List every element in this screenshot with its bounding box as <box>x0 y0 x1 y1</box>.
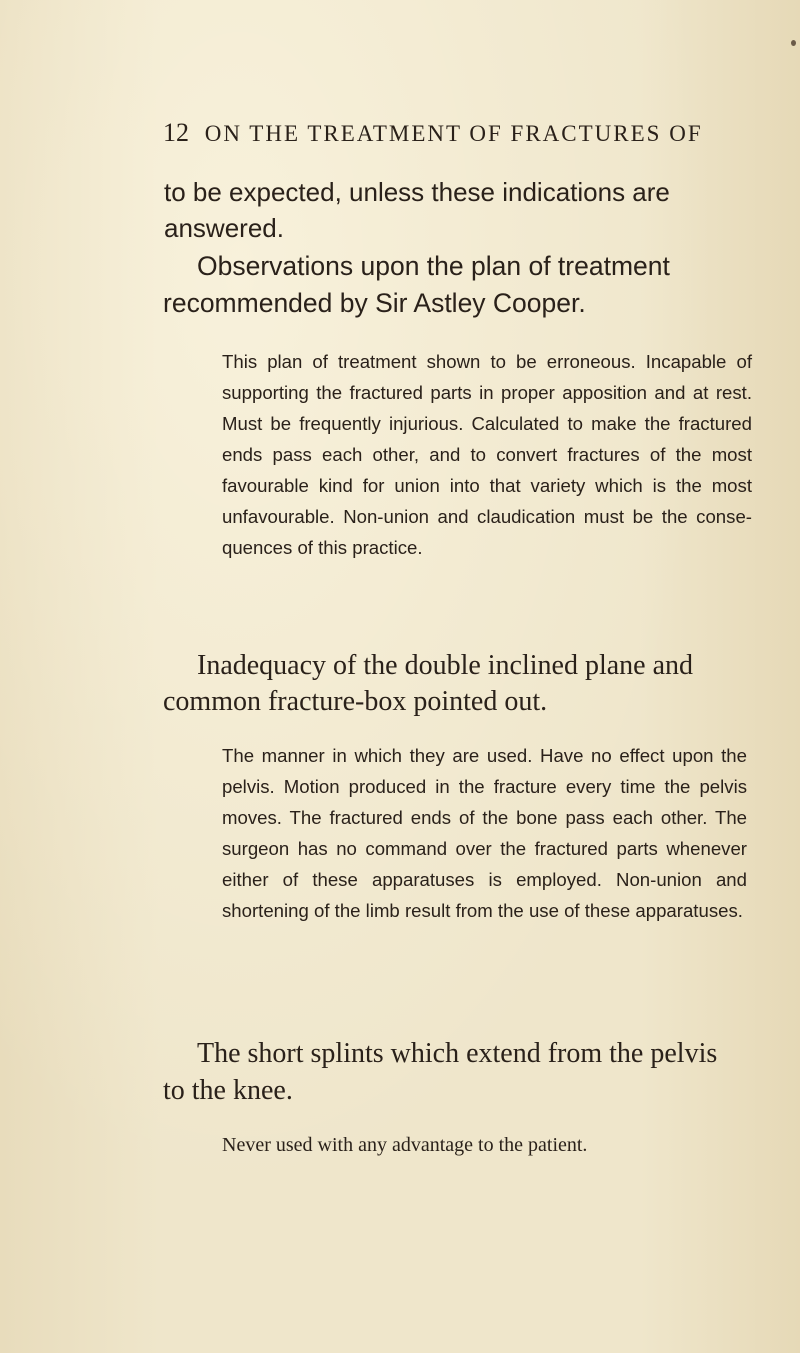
section-body-short-splints: Never used with any advantage to the patient. <box>222 1134 588 1156</box>
section-body-inclined-plane: The manner in which they are used. Have no effect upon the pelvis. Motion produced in the fracture every time the pelvis moves. The fractured ends of the bone pass each other. The surgeon has no command over the fractured parts whenever either of these apparatuses is employed. Non-union and shortening of the limb result from the use of these apparatuses. <box>222 745 747 921</box>
section-body-cooper: This plan of treatment shown to be erroneous. Incapable of supporting the fractured parts in proper apposition and at rest. Must be frequently injurious. Calculated to make the fractured ends pass each other, and to convert fractures of the most favourable kind for union into that variety which is the most unfavourable. Non-union and claudication must be the consequences of this practice. <box>222 351 752 558</box>
running-head <box>163 118 723 148</box>
page-number: 12 <box>163 118 189 147</box>
section-heading-inclined-plane: Inadequacy of the double inclined plane and common fracture-box pointed out. <box>163 650 694 717</box>
section-heading-short-splints: The short splints which extend from the pelvis to the knee. <box>163 1038 718 1106</box>
continued-paragraph: to be expected, unless these indications are answered. <box>164 177 670 243</box>
ink-speck <box>791 40 796 46</box>
running-title: ON THE TREATMENT OF FRACTURES OF <box>204 121 703 146</box>
section-heading-cooper: Observations upon the plan of treatment recommended by Sir Astley Cooper. <box>163 251 670 318</box>
